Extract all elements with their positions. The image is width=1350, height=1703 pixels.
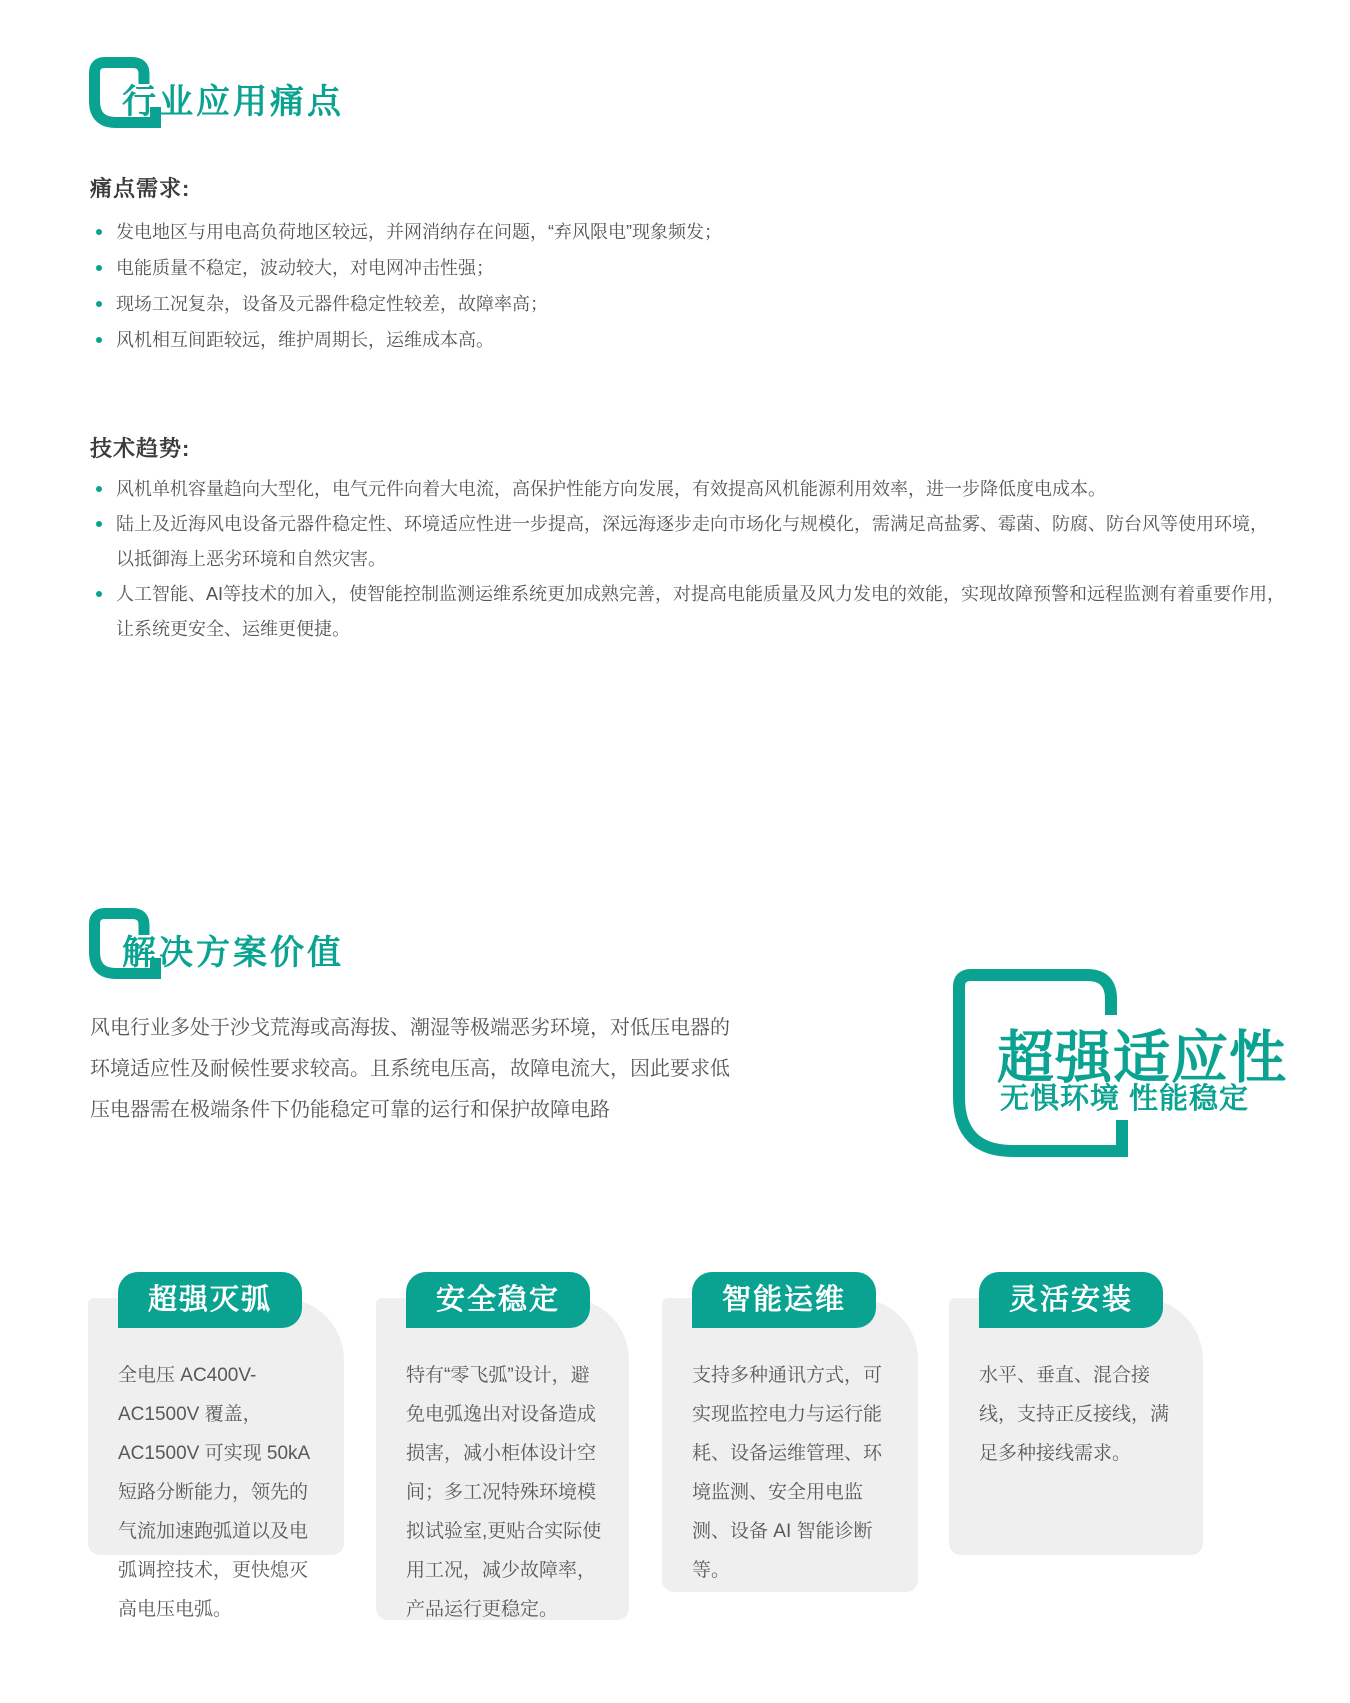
tech-trend-list [90,472,1285,647]
highlight-subtitle: 无惧环境 性能稳定 [1000,1083,1250,1115]
solution-paragraph: 风电行业多处于沙戈荒海或高海拔、潮湿等极端恶劣环境，对低压电器的环境适应性及耐候性要求较高。且系统电压高，故障电流大，因此要求低压电器需在极端条件下仍能稳定可靠的运行和保护故障电路 [90,1017,730,1121]
bullet-item: 人工智能、AI等技术的加入，使智能控制监测运维系统更加成熟完善，对提高电能质量及风力发电的效能，实现故障预警和远程监测有着重要作用，让系统更安全、运维更便捷。 [90,577,1285,647]
card-body: 特有“零飞弧”设计，避免电弧逸出对设备造成损害，减小柜体设计空间；多工况特殊环境模拟试验室,更贴合实际使用工况，减少故障率，产品运行更稳定。 [406,1365,602,1620]
bullet-item: 发电地区与用电高负荷地区较远，并网消纳存在问题，“弃风限电”现象频发； [90,214,1270,250]
tech-trend-heading: 技术趋势: [90,436,191,461]
feature-card [949,1272,1203,1555]
card-label: 超强灭弧 [118,1272,302,1328]
card-label: 安全稳定 [406,1272,590,1328]
feature-card [376,1272,629,1620]
feature-card [662,1272,918,1592]
pain-demand-heading: 痛点需求: [90,176,191,201]
section-title-pain-points: 行业应用痛点 [122,83,344,121]
feature-card [88,1272,344,1620]
highlight-title: 超强适应性 [997,1026,1287,1090]
card-body: 支持多种通讯方式，可实现监控电力与运行能耗、设备运维管理、环境监测、安全用电监测、设备 AI 智能诊断等。 [692,1365,883,1581]
bullet-item: 电能质量不稳定，波动较大，对电网冲击性强； [90,250,1270,286]
bullet-item: 风机单机容量趋向大型化，电气元件向着大电流，高保护性能方向发展，有效提高风机能源利用效率，进一步降低度电成本。 [90,472,1285,507]
bullet-item: 风机相互间距较远，维护周期长，运维成本高。 [90,322,1270,358]
card-body: 水平、垂直、混合接线，支持正反接线，满足多种接线需求。 [979,1365,1170,1464]
card-label: 智能运维 [692,1272,876,1328]
pain-demand-list [90,214,1270,358]
card-body: 全电压 AC400V-AC1500V 覆盖，AC1500V 可实现 50kA 短路分断能力，领先的气流加速跑弧道以及电弧调控技术，更快熄灭高电压电弧。 [118,1365,310,1620]
card-label: 灵活安装 [979,1272,1163,1328]
bullet-item: 陆上及近海风电设备元器件稳定性、环境适应性进一步提高，深远海逐步走向市场化与规模化，需满足高盐雾、霉菌、防腐、防台风等使用环境，以抵御海上恶劣环境和自然灾害。 [90,507,1285,577]
bullet-item: 现场工况复杂，设备及元器件稳定性较差，故障率高； [90,286,1270,322]
section-title-solution-value: 解决方案价值 [122,934,344,972]
